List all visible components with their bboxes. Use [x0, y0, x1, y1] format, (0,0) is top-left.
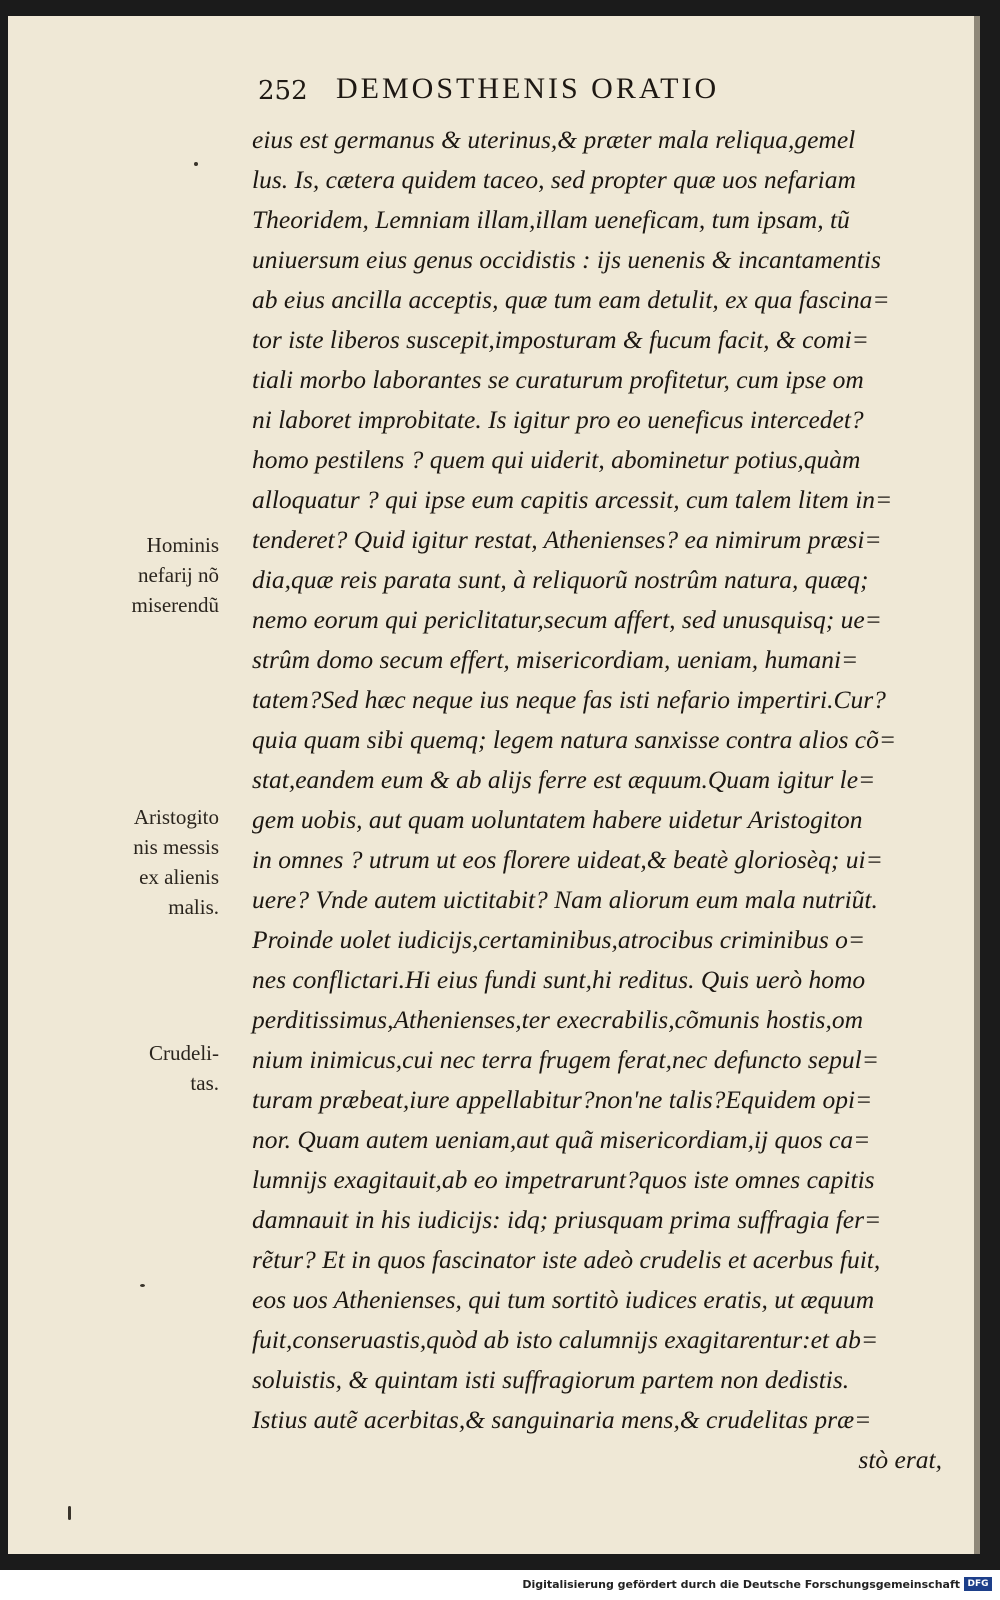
- text-line: nemo eorum qui periclitatur,secum affert, sed unusquisq; ue=: [252, 605, 882, 634]
- body-text: [252, 120, 942, 1480]
- text-line: uere? Vnde autem uictitabit? Nam aliorum eum mala nutriũt.: [252, 885, 878, 914]
- text-line: ab eius ancilla acceptis, quæ tum eam detulit, ex qua fascina=: [252, 285, 890, 314]
- margin-note-line: nis messis: [133, 835, 219, 859]
- text-line: dia,quæ reis parata sunt, à reliquorũ nostrûm natura, quæq;: [252, 565, 869, 594]
- text-line: eos uos Athenienses, qui tum sortitò iudices eratis, ut æquum: [252, 1285, 875, 1314]
- ink-speck: [194, 162, 198, 166]
- text-line: lumnijs exagitauit,ab eo impetrarunt?quos iste omnes capitis: [252, 1165, 875, 1194]
- text-line: tor iste liberos suscepit,imposturam & fucum facit, & comi=: [252, 325, 869, 354]
- footer-credit: Digitalisierung gefördert durch die Deutsche Forschungsgemeinschaft: [522, 1578, 960, 1591]
- text-line: lus. Is, cætera quidem taceo, sed propter quæ uos nefariam: [252, 165, 856, 194]
- text-line: alloquatur ? qui ipse eum capitis arcessit, cum talem litem in=: [252, 485, 893, 514]
- text-line: damnauit in his iudicijs: idq; priusquam prima suffragia fer=: [252, 1205, 882, 1234]
- text-line: stò erat,: [858, 1445, 942, 1474]
- text-line: eius est germanus & uterinus,& præter mala reliqua,gemel: [252, 125, 856, 154]
- text-line: stat,eandem eum & ab alijs ferre est æquum.Quam igitur le=: [252, 765, 876, 794]
- text-line: quia quam sibi quemq; legem natura sanxisse contra alios cõ=: [252, 725, 897, 754]
- text-line: tatem?Sed hæc neque ius neque fas isti nefario impertiri.Cur?: [252, 685, 886, 714]
- book-page: [8, 16, 980, 1554]
- text-line: gem uobis, aut quam uoluntatem habere uidetur Aristogiton: [252, 805, 863, 834]
- text-line: tenderet? Quid igitur restat, Athenienses? ea nimirum præsi=: [252, 525, 882, 554]
- margin-note: [149, 1038, 219, 1098]
- page-number: 252: [258, 76, 308, 106]
- text-line: Istius autẽ acerbitas,& sanguinaria mens,& crudelitas præ=: [252, 1405, 872, 1434]
- text-line: in omnes ? utrum ut eos florere uideat,& beatè gloriosèq; ui=: [252, 845, 883, 874]
- text-line: nes conflictari.Hi eius fundi sunt,hi reditus. Quis uerò homo: [252, 965, 866, 994]
- text-line: soluistis, & quintam isti suffragiorum partem non dedistis.: [252, 1365, 850, 1394]
- text-line: rẽtur? Et in quos fascinator iste adeò crudelis et acerbus fuit,: [252, 1245, 881, 1274]
- margin-note-line: Crudeli-: [149, 1041, 219, 1065]
- margin-note-line: nefarij nõ: [137, 563, 219, 587]
- text-line: Proinde uolet iudicijs,certaminibus,atrocibus criminibus o=: [252, 925, 866, 954]
- margin-note: [133, 802, 219, 922]
- ink-speck: [140, 1284, 145, 1287]
- text-line: homo pestilens ? quem qui uiderit, abominetur potius,quàm: [252, 445, 861, 474]
- margin-note-line: miserendũ: [131, 593, 219, 617]
- text-line: fuit,conseruastis,quòd ab isto calumnijs exagitarentur:et ab=: [252, 1325, 879, 1354]
- margin-note: [132, 530, 219, 620]
- text-line: nium inimicus,cui nec terra frugem ferat,nec defuncto sepul=: [252, 1045, 879, 1074]
- text-line: nor. Quam autem ueniam,aut quã misericordiam,ij quos ca=: [252, 1125, 871, 1154]
- running-head: DEMOSTHENIS ORATIO: [336, 72, 720, 105]
- margin-note-line: Hominis: [146, 533, 219, 557]
- margin-note-line: malis.: [168, 895, 219, 919]
- text-line: tiali morbo laborantes se curaturum profitetur, cum ipse om: [252, 365, 864, 394]
- text-line: Theoridem, Lemniam illam,illam ueneficam, tum ipsam, tũ: [252, 205, 850, 234]
- margin-note-line: ex alienis: [139, 865, 219, 889]
- text-line: turam præbeat,iure appellabitur?non'ne talis?Equidem opi=: [252, 1085, 873, 1114]
- ink-speck: [68, 1506, 71, 1520]
- text-line: perditissimus,Athenienses,ter execrabilis,cõmunis hostis,om: [252, 1005, 863, 1034]
- margin-note-line: tas.: [190, 1071, 219, 1095]
- margin-note-line: Aristogito: [133, 805, 219, 829]
- dfg-logo: DFG: [964, 1577, 992, 1591]
- text-line: ni laboret improbitate. Is igitur pro eo ueneficus intercedet?: [252, 405, 864, 434]
- text-line: strûm domo secum effert, misericordiam, ueniam, humani=: [252, 645, 859, 674]
- text-line: uniuersum eius genus occidistis : ijs uenenis & incantamentis: [252, 245, 881, 274]
- digitization-footer: [0, 1570, 1000, 1600]
